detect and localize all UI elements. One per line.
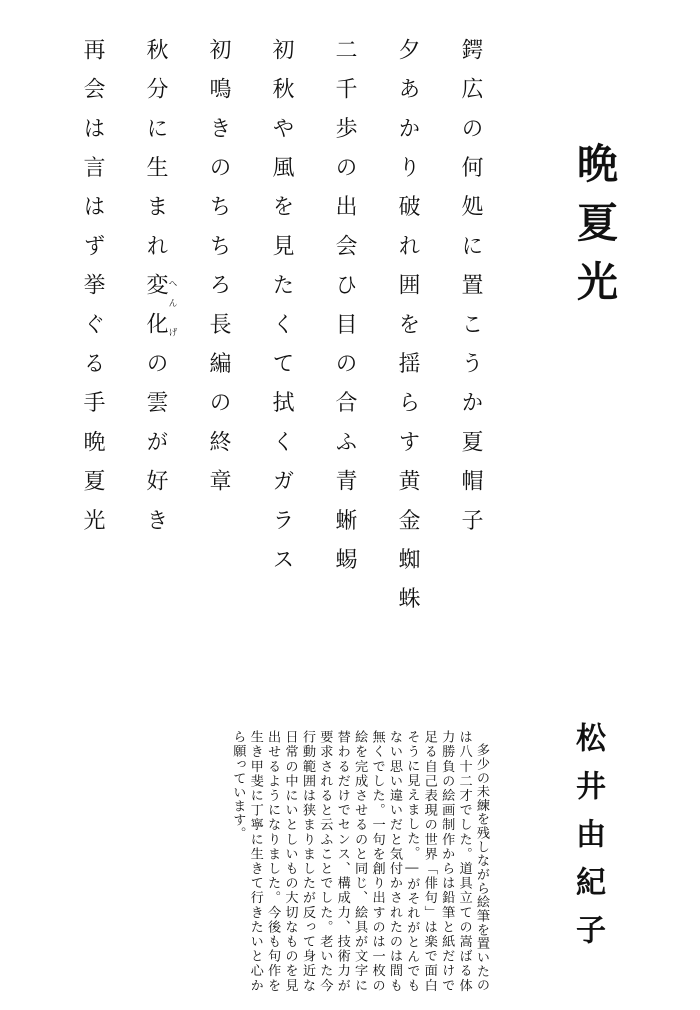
- haiku-6-part-a: 秋分に生まれ: [143, 38, 168, 274]
- author-name: 松井由紀子: [570, 722, 605, 962]
- haiku-3: 二千歩の出会ひ目の合ふ青蜥蜴: [332, 38, 357, 587]
- haiku-7: 再会は言はず挙ぐる手晩夏光: [80, 38, 105, 548]
- haiku-6-base-1: 変: [143, 273, 168, 313]
- haiku-1: 鍔広の何処に置こうか夏帽子: [458, 38, 483, 548]
- haiku-6-ruby-1: [143, 273, 177, 313]
- haiku-2: 夕あかり破れ囲を揺らす黄金蜘蛛: [395, 38, 420, 626]
- author-essay: [140, 730, 490, 992]
- haiku-6-part-c: の雲が好き: [143, 351, 168, 548]
- haiku-6-reading-2: げ: [166, 312, 177, 352]
- haiku-6-base-2: 化: [143, 312, 168, 352]
- haiku-6-ruby-2: [143, 312, 177, 352]
- essay-paragraph: 多少の未練を残しながら絵筆を置いたのは八十二才でした。道具立ての嵩ばる体力勝負の絵画制作からは鉛筆と紙だけで足る自己表現の世界「俳句」は楽で面白そうに見えました。―がそれがとんでもない思い違いだと気付かされたのは間も無くでした。一句を創り出すのは一枚の絵を完成させるのと同じ、絵具が文字に替わるだけでセンス、構成力、技術力が要求されると云ふことでした。老いた今行動範囲は狭まりましたが反って身近な日常の中にいとしいもの大切なものを見出せるようになりました。今後も句作を生き甲斐に丁寧に生きて行きたいと心から願っています。: [230, 730, 489, 992]
- haiku-6-reading-1: へん: [166, 273, 177, 313]
- haiku-6: [124, 38, 187, 658]
- haiku-4: 初秋や風を見たくて拭くガラス: [269, 38, 294, 587]
- haiku-5: 初鳴きのちちろ長編の終章: [206, 38, 231, 509]
- haiku-list: [72, 38, 502, 658]
- page-title: 晩夏光: [570, 142, 618, 319]
